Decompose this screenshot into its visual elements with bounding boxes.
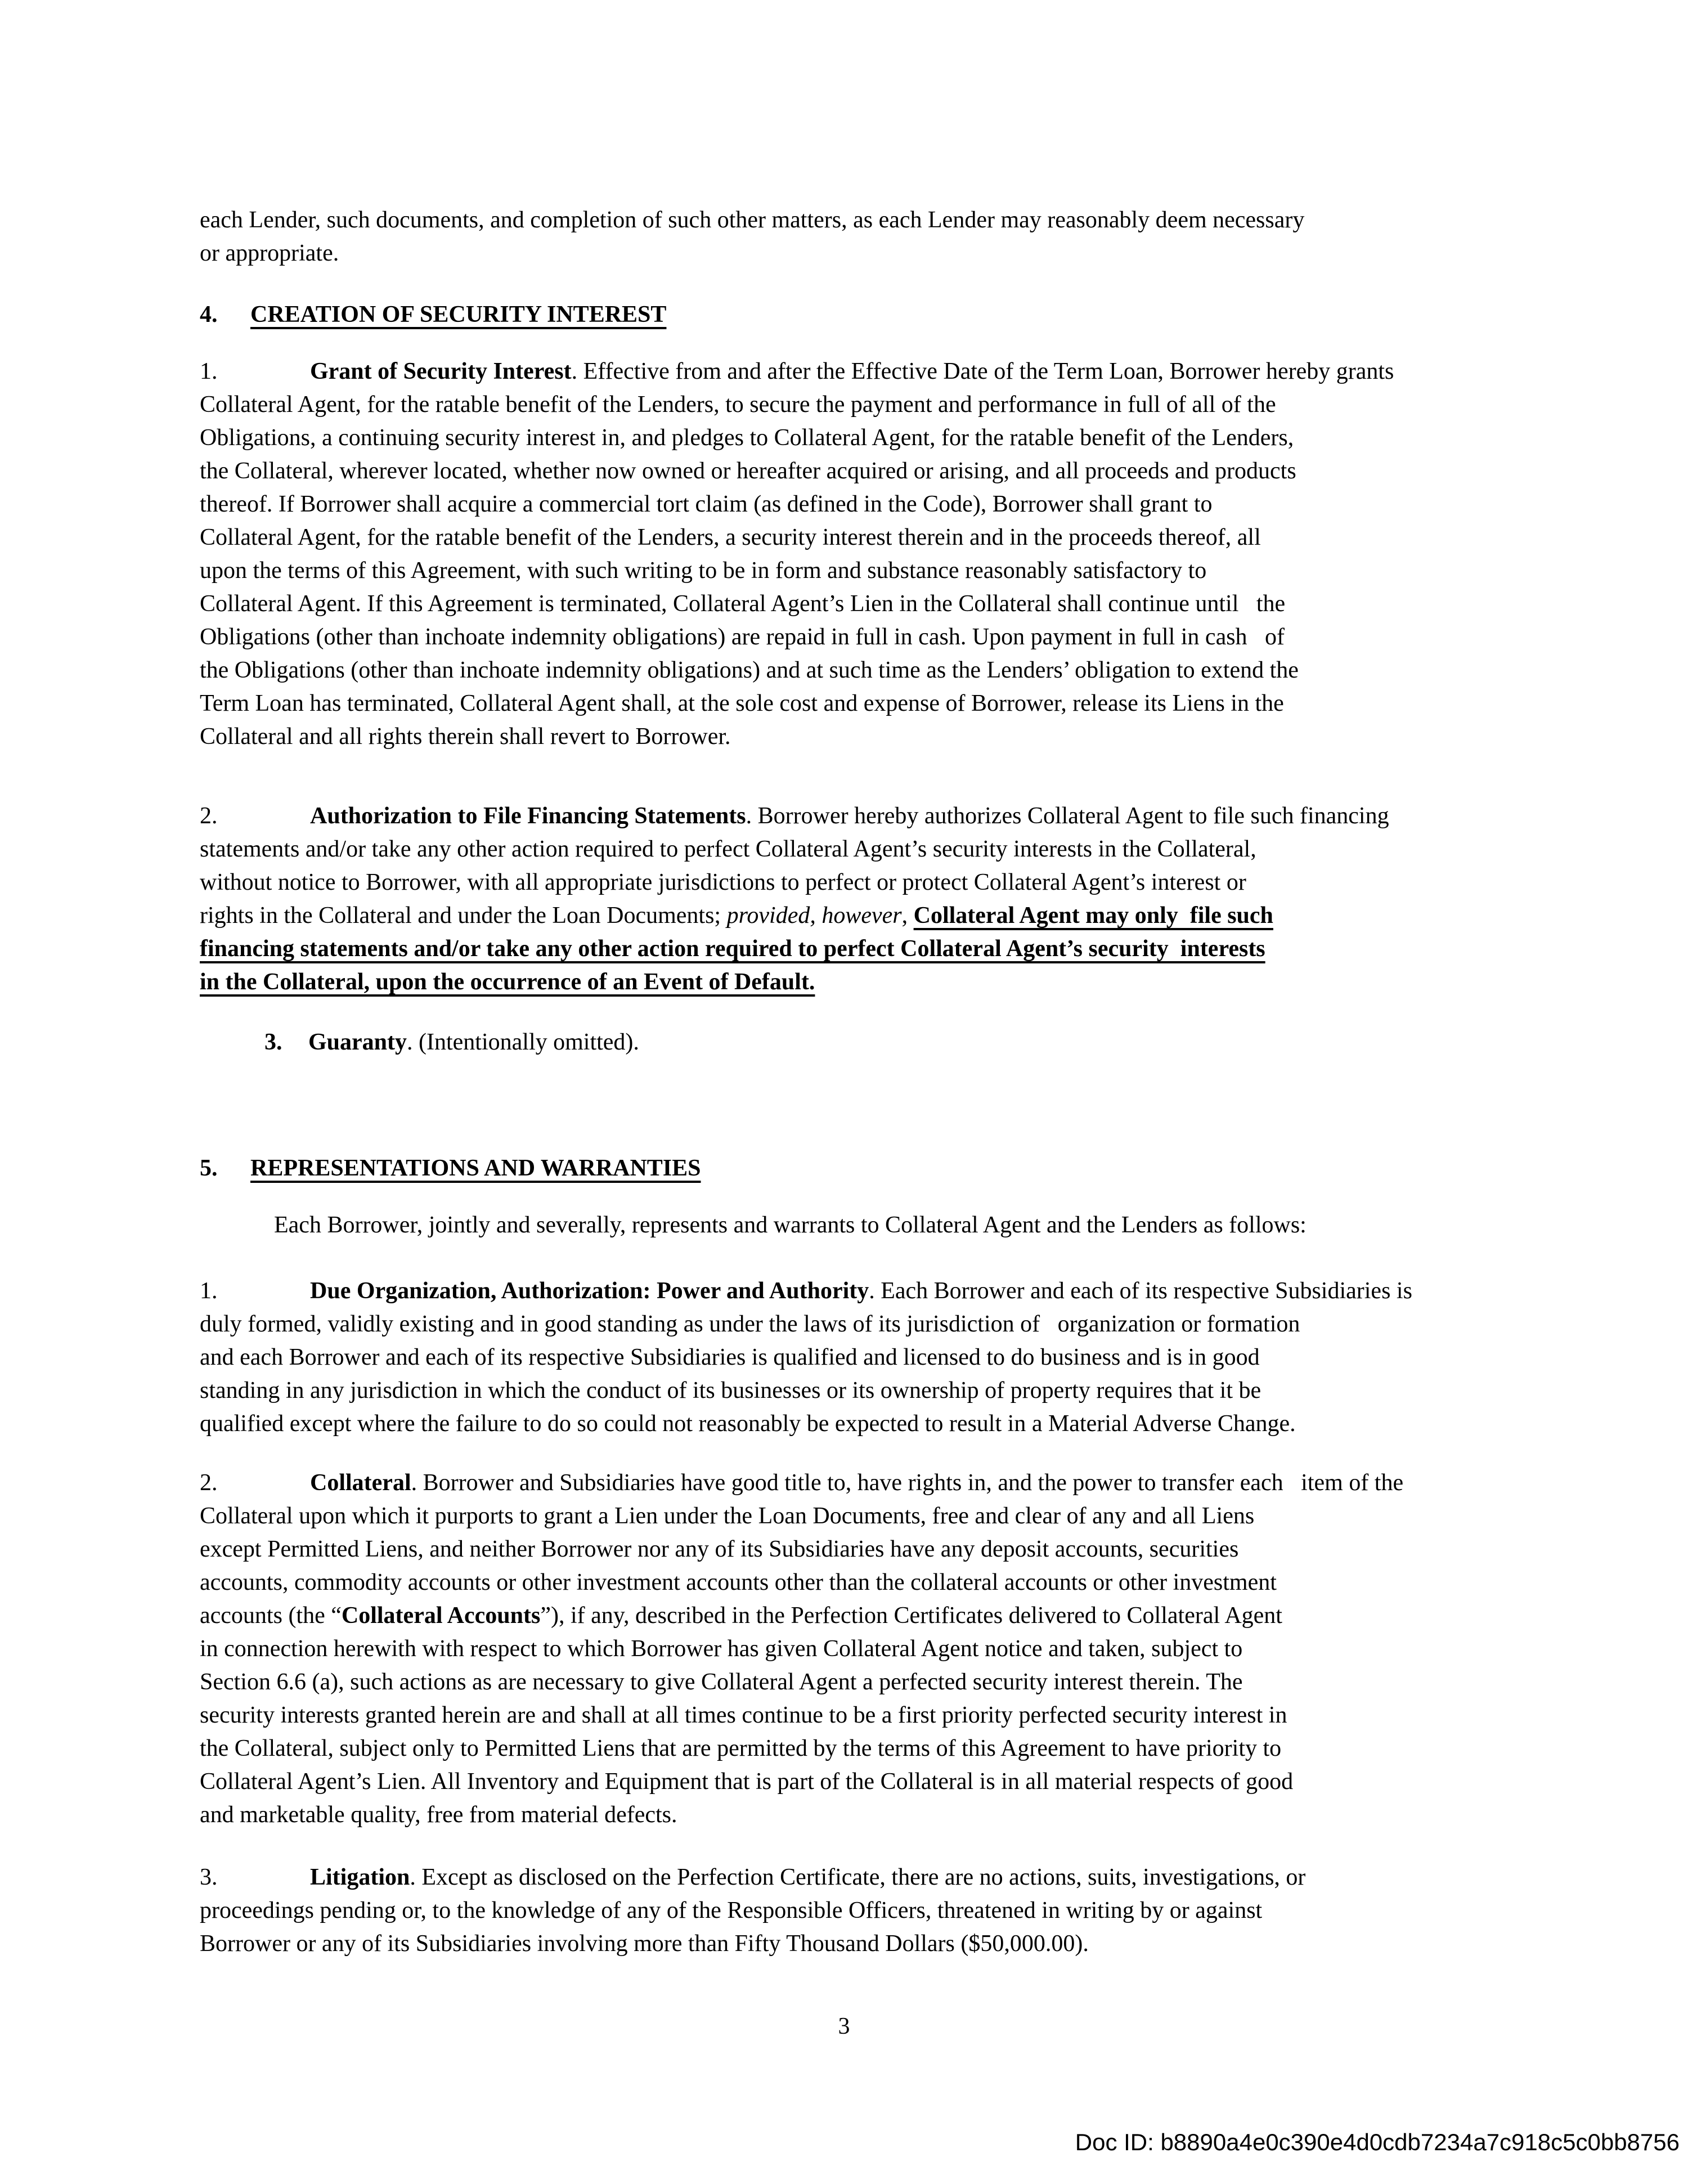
text-line [200,1566,1525,1599]
text-run: Section 6.6 (a), such actions as are necessary to give Collateral Agent a perfected security interest therein. The [200,1669,1243,1695]
text-line [200,1765,1525,1799]
text-run: Litigation [310,1864,410,1890]
text-line [200,800,1525,833]
paragraph-number: 5. [200,1155,218,1181]
text-run: . Borrower hereby authorizes Collateral Agent to file such financing [746,803,1389,829]
text-run: Collateral [310,1470,411,1496]
text-run: statements and/or take any other action required to perfect Collateral Agent’s security interests in the Collateral, [200,836,1256,862]
text-line [200,1894,1525,1927]
text-line [200,833,1525,866]
text-run: Guaranty [308,1029,407,1055]
text-run: or appropriate. [200,240,339,266]
paragraph-number: 2. [200,803,218,829]
heading-line [200,298,1525,331]
text-line [200,1732,1525,1765]
text-run: . (Intentionally omitted). [407,1029,639,1055]
text-run: thereof. If Borrower shall acquire a commercial tort claim (as defined in the Code), Borrower shall grant to [200,491,1213,517]
text-run: Collateral Agent’s Lien. All Inventory and Equipment that is part of the Collateral is in all material respects of good [200,1769,1294,1795]
text-line [200,1308,1525,1341]
text-run: provided, however [726,903,902,929]
text-line [200,866,1525,899]
text-line [200,1500,1525,1533]
text-line [200,1533,1525,1566]
text-line [264,1026,1525,1059]
text-run: in the Collateral, upon the occurrence of an Event of Default. [200,969,815,995]
text-run: Collateral Agent, for the ratable benefit of the Lenders, to secure the payment and performance in full of all of the [200,392,1276,418]
text-run: Collateral and all rights therein shall revert to Borrower. [200,724,731,750]
text-run: Collateral Accounts [341,1603,541,1629]
paragraph-number: 3. [200,1864,218,1890]
text-run: standing in any jurisdiction in which the conduct of its businesses or its ownership of property requires that it be [200,1378,1261,1403]
text-run: Term Loan has terminated, Collateral Agent shall, at the sole cost and expense of Borrower, release its Liens in the [200,690,1284,716]
text-run: qualified except where the failure to do so could not reasonably be expected to result in a Material Adverse Change. [200,1411,1296,1437]
text-line [200,654,1525,687]
text-line [200,1599,1525,1633]
text-run: Collateral Agent. If this Agreement is terminated, Collateral Agent’s Lien in the Collateral shall continue until the [200,591,1286,617]
text-run: accounts, commodity accounts or other investment accounts other than the collateral accounts or other investment [200,1569,1277,1595]
text-line [200,899,1525,932]
text-line [200,488,1525,521]
heading-title: REPRESENTATIONS AND WARRANTIES [250,1155,701,1181]
text-line [200,1633,1525,1666]
text-run: in connection herewith with respect to which Borrower has given Collateral Agent notice and taken, subject to [200,1636,1243,1662]
paragraph-number: 2. [200,1470,218,1496]
para-collateral [200,1467,1525,1832]
heading-line [200,1152,1525,1185]
text-run: Each Borrower, jointly and severally, represents and warrants to Collateral Agent and the Lenders as follows: [274,1212,1307,1238]
text-run: Collateral Agent, for the ratable benefit of the Lenders, a security interest therein and in the proceeds thereof, all [200,524,1261,550]
text-line [200,554,1525,588]
text-line [200,621,1525,654]
text-line [200,1699,1525,1732]
text-run: ”), if any, described in the Perfection Certificates delivered to Collateral Agent [540,1603,1282,1629]
page-number: 3 [838,2013,850,2039]
text-line [200,1275,1525,1308]
text-line [200,1861,1525,1894]
text-run: Borrower or any of its Subsidiaries involving more than Fifty Thousand Dollars ($50,000.00). [200,1931,1089,1957]
intro-paragraph [200,204,1525,270]
para-authorization-to-file [200,800,1525,999]
text-line [200,1467,1525,1500]
text-line [200,388,1525,421]
text-line [200,588,1525,621]
text-run: Obligations, a continuing security interest in, and pledges to Collateral Agent, for the ratable benefit of the Lenders, [200,425,1294,451]
text-run: Collateral upon which it purports to grant a Lien under the Loan Documents, free and clear of any and all Liens [200,1503,1255,1529]
text-run: without notice to Borrower, with all appropriate jurisdictions to perfect or protect Collateral Agent’s interest or [200,869,1246,895]
text-run: . Each Borrower and each of its respective Subsidiaries is [869,1278,1412,1304]
text-run: . Effective from and after the Effective Date of the Term Loan, Borrower hereby grants [571,358,1394,384]
text-run: Grant of Security Interest [310,358,572,384]
text-line [200,521,1525,554]
text-run: and marketable quality, free from material defects. [200,1802,677,1828]
text-line [200,1407,1525,1441]
text-line [200,1927,1525,1961]
text-run: upon the terms of this Agreement, with such writing to be in form and substance reasonably satisfactory to [200,558,1207,584]
text-line [200,1666,1525,1699]
text-line [200,237,1525,270]
text-run: proceedings pending or, to the knowledge of any of the Responsible Officers, threatened in writing by or against [200,1898,1263,1923]
paragraph-number: 3. [264,1029,282,1055]
para-due-organization [200,1275,1525,1441]
text-line [200,932,1525,966]
text-run: except Permitted Liens, and neither Borrower nor any of its Subsidiaries have any deposit accounts, securities [200,1536,1239,1562]
para-each-borrower [200,1209,1525,1242]
text-run: Collateral Agent may only file such [913,903,1273,929]
text-line [200,1341,1525,1374]
text-run: the Collateral, subject only to Permitted Liens that are permitted by the terms of this Agreement to have priority to [200,1735,1282,1761]
text-run: financing statements and/or take any other action required to perfect Collateral Agent’s security interests [200,936,1265,962]
doc-id: Doc ID: b8890a4e0c390e4d0cdb7234a7c918c5c0bb8756 [1075,2129,1680,2155]
text-run: each Lender, such documents, and completion of such other matters, as each Lender may reasonably deem necessary [200,207,1305,233]
paragraph-number: 1. [200,358,218,384]
text-line [200,355,1525,388]
text-line [200,204,1525,237]
text-run: security interests granted herein are and shall at all times continue to be a first priority perfected security interest in [200,1702,1287,1728]
heading-creation-of-security-interest [200,298,1525,331]
text-run: accounts (the “ [200,1603,342,1629]
heading-title: CREATION OF SECURITY INTEREST [250,302,667,328]
text-run: Authorization to File Financing Statements [310,803,746,829]
text-line [274,1209,1525,1242]
text-run: Due Organization, Authorization: Power and Authority [310,1278,869,1304]
text-line [200,1374,1525,1407]
text-line [200,421,1525,455]
paragraph-number: 1. [200,1278,218,1304]
para-litigation [200,1861,1525,1961]
heading-representations-and-warranties [200,1152,1525,1185]
text-line [200,455,1525,488]
text-run: duly formed, validly existing and in good standing as under the laws of its jurisdiction of organization or formation [200,1311,1300,1337]
para-guaranty [200,1026,1525,1059]
para-grant-of-security-interest [200,355,1525,754]
text-line [200,1799,1525,1832]
text-run: the Collateral, wherever located, whether now owned or hereafter acquired or arising, and all proceeds and products [200,458,1296,484]
text-run: . Borrower and Subsidiaries have good title to, have rights in, and the power to transfer each item of the [411,1470,1404,1496]
paragraph-number: 4. [200,302,218,328]
text-run: . Except as disclosed on the Perfection Certificate, there are no actions, suits, investigations, or [410,1864,1306,1890]
text-run: Obligations (other than inchoate indemnity obligations) are repaid in full in cash. Upon payment in full in cash of [200,624,1285,650]
text-line [200,720,1525,754]
text-run: and each Borrower and each of its respective Subsidiaries is qualified and licensed to do business and is in good [200,1344,1260,1370]
text-run: rights in the Collateral and under the Loan Documents; [200,903,727,929]
text-run: , [901,903,914,929]
text-run: the Obligations (other than inchoate indemnity obligations) and at such time as the Lenders’ obligation to extend the [200,657,1299,683]
text-line [200,687,1525,720]
text-line [200,966,1525,999]
